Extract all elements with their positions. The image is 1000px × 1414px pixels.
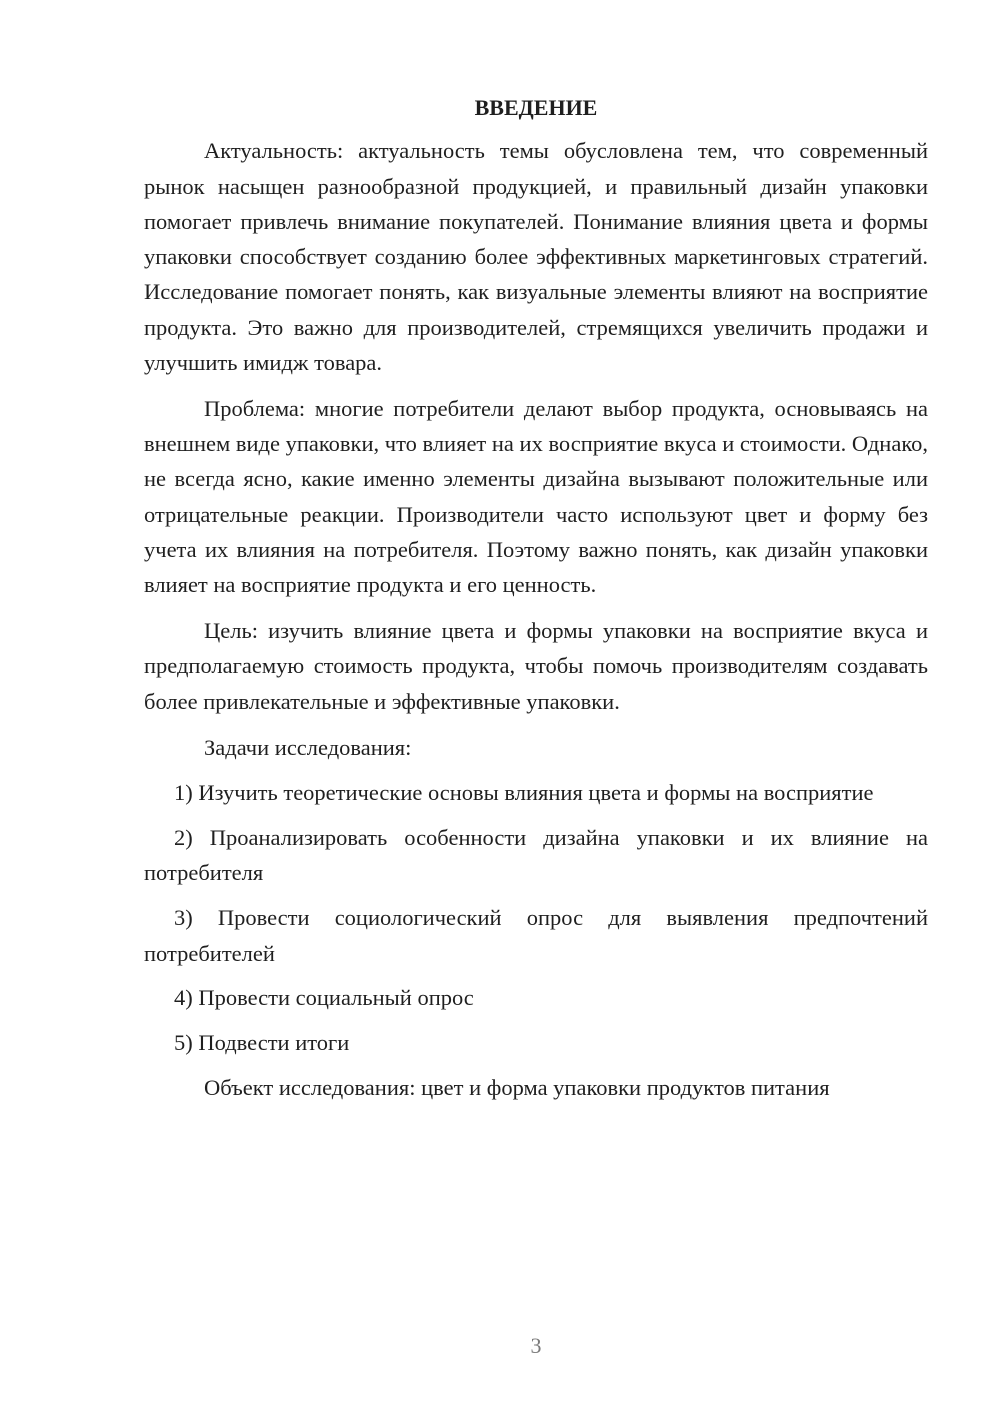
task-item-2: 2) Проанализировать особенности дизайна упаковки и их влияние на потребителя — [144, 825, 928, 886]
goal-paragraph: Цель: изучить влияние цвета и формы упаковки на восприятие вкуса и предполагаемую стоимость продукта, чтобы помочь производителям создавать более привлекательные и эффективные упаковки. — [144, 618, 928, 714]
object-paragraph: Объект исследования: цвет и форма упаковки продуктов питания — [204, 1074, 830, 1100]
task-item-1: 1) Изучить теоретические основы влияния цвета и формы на восприятие — [174, 780, 874, 806]
page-content — [144, 90, 928, 1116]
relevance-paragraph: Актуальность: актуальность темы обусловлена тем, что современный рынок насыщен разнообразной продукцией, и правильный дизайн упаковки помогает привлечь внимание покупателей. Понимание влияния цвета и формы упаковки способствует созданию более эффективных маркетинговых стратегий. Исследование помогает понять, как визуальные элементы влияют на восприятие продукта. Это важно для производителей, стремящихся увеличить продажи и улучшить имидж товара. — [144, 138, 928, 376]
problem-paragraph: Проблема: многие потребители делают выбор продукта, основываясь на внешнем виде упаковки, что влияет на их восприятие вкуса и стоимости. Однако, не всегда ясно, какие именно элементы дизайна вызывают положительные или отрицательные реакции. Производители часто используют цвет и форму без учета их влияния на потребителя. Поэтому важно понять, как дизайн упаковки влияет на восприятие продукта и его ценность. — [144, 395, 928, 598]
task-item-4: 4) Провести социальный опрос — [174, 985, 474, 1011]
tasks-heading: Задачи исследования: — [204, 734, 412, 760]
task-item-5: 5) Подвести итоги — [174, 1030, 350, 1056]
page-number: 3 — [530, 1333, 542, 1358]
task-item-3: 3) Провести социологический опрос для выявления предпочтений потребителей — [144, 905, 928, 966]
page-title: ВВЕДЕНИЕ — [474, 95, 598, 120]
